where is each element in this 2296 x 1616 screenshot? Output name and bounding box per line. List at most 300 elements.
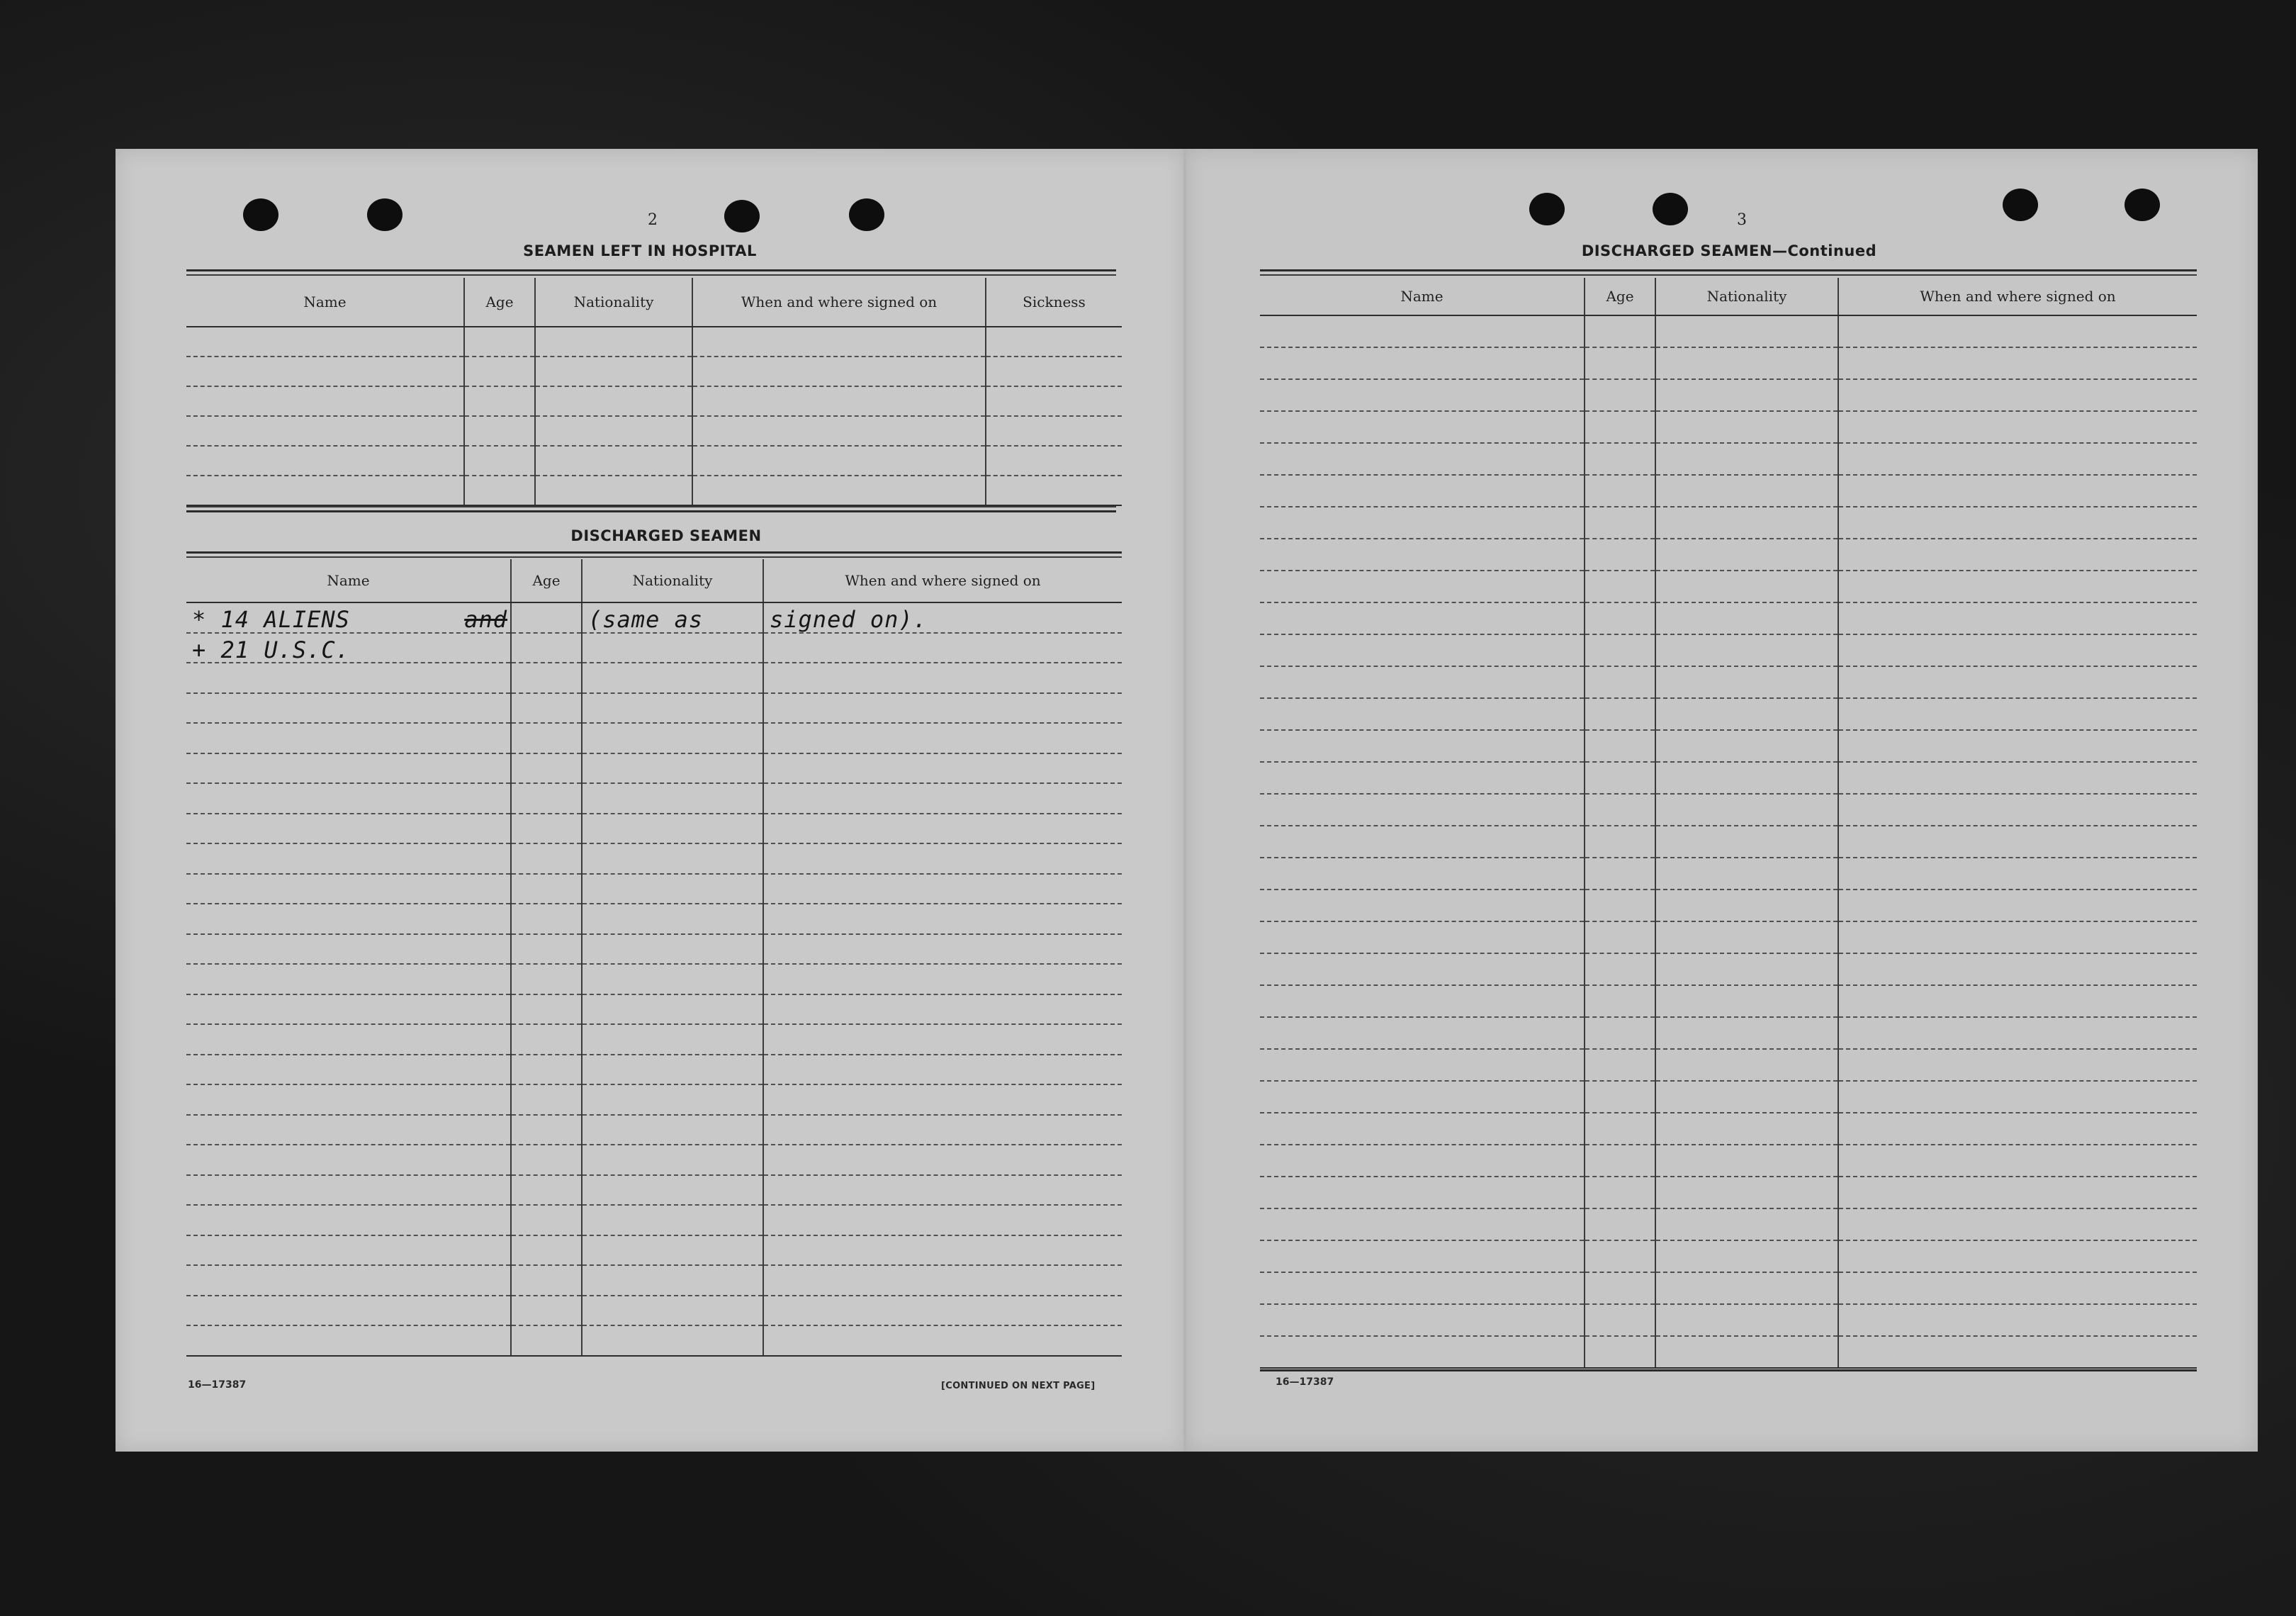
- table-cell: [1260, 1081, 1585, 1113]
- table-cell: [1260, 539, 1585, 571]
- table-row: [186, 663, 1122, 693]
- table-row: [1260, 698, 2197, 730]
- table-cell: [1585, 507, 1655, 539]
- table-cell: [763, 1024, 1122, 1055]
- table-row: [1260, 666, 2197, 698]
- table-cell: [1585, 698, 1655, 730]
- table-row: [1260, 1017, 2197, 1049]
- table-cell: [186, 964, 511, 994]
- table-row: [1260, 1177, 2197, 1208]
- table-cell: [464, 446, 535, 476]
- table-cell: [511, 814, 582, 844]
- table-cell: [1838, 379, 2197, 411]
- table-cell: [186, 327, 464, 357]
- table-cell: [1655, 1208, 1838, 1240]
- table-cell: [511, 843, 582, 874]
- table-row: [186, 1145, 1122, 1175]
- table-row: [186, 783, 1122, 814]
- table-cell: [763, 723, 1122, 753]
- table-cell: [1260, 890, 1585, 921]
- table-row: [186, 602, 1122, 633]
- table-cell: [1655, 571, 1838, 602]
- table-cell: [1838, 634, 2197, 666]
- table-cell: [1585, 539, 1655, 571]
- table-cell: [1260, 730, 1585, 762]
- table-cell: [1260, 1177, 1585, 1208]
- table-cell: [1838, 953, 2197, 985]
- table-cell: [186, 753, 511, 784]
- table-cell: [692, 476, 986, 505]
- table-cell: [186, 1084, 511, 1115]
- table-cell: [1838, 1113, 2197, 1145]
- table-cell: [464, 476, 535, 505]
- table-row: [186, 874, 1122, 904]
- table-cell: [1260, 1208, 1585, 1240]
- table-cell: [582, 964, 763, 994]
- table-row: [186, 1325, 1122, 1356]
- table-cell: [1585, 602, 1655, 634]
- table-cell: [535, 386, 692, 416]
- table-cell: [511, 994, 582, 1025]
- table-cell: [692, 416, 986, 446]
- table-cell: [692, 327, 986, 357]
- table-cell: [986, 386, 1122, 416]
- table-row: [1260, 411, 2197, 443]
- table-cell: [186, 663, 511, 693]
- table-cell: [1655, 379, 1838, 411]
- table-cell: [1655, 730, 1838, 762]
- table-cell: [186, 693, 511, 724]
- table-row: [1260, 985, 2197, 1017]
- table-cell: [1260, 826, 1585, 858]
- table-cell: [1655, 1272, 1838, 1304]
- continued-note: [CONTINUED ON NEXT PAGE]: [941, 1381, 1096, 1391]
- table-row: [186, 1205, 1122, 1235]
- table-cell: [1585, 858, 1655, 890]
- table-cell: [986, 357, 1122, 386]
- table-cell: [535, 327, 692, 357]
- punch-hole: [724, 200, 760, 232]
- section-rule: [186, 274, 1116, 276]
- table-cell: [511, 663, 582, 693]
- table-cell: [1838, 794, 2197, 826]
- table-cell: [1655, 666, 1838, 698]
- table-cell: [582, 693, 763, 724]
- table-row: [1260, 1272, 2197, 1304]
- table-cell: [1585, 379, 1655, 411]
- table-cell: [582, 1024, 763, 1055]
- table-cell: [511, 723, 582, 753]
- handwritten-name: + 21 U.S.C.: [192, 636, 350, 663]
- table-cell: [1838, 1049, 2197, 1081]
- table-cell: [582, 1145, 763, 1175]
- table-cell: [186, 904, 511, 934]
- table-cell: [1260, 507, 1585, 539]
- table-cell: [1655, 890, 1838, 921]
- table-cell: [511, 693, 582, 724]
- table-cell: [1260, 794, 1585, 826]
- table-cell: [511, 934, 582, 965]
- table-cell: [1655, 1145, 1838, 1177]
- table-cell: [535, 446, 692, 476]
- table-cell: [763, 814, 1122, 844]
- page-fold: [1183, 149, 1186, 1452]
- section-rule: [186, 551, 1122, 554]
- table-row: [1260, 1113, 2197, 1145]
- table-cell: [186, 1235, 511, 1266]
- table-row: [1260, 890, 2197, 921]
- section-rule: [186, 510, 1116, 512]
- table-cell: [186, 1024, 511, 1055]
- column-header-name: Name: [1260, 278, 1585, 315]
- table-cell: [1655, 347, 1838, 379]
- table-cell: [1260, 1017, 1585, 1049]
- table-cell: [763, 1325, 1122, 1356]
- section-rule: [186, 556, 1122, 558]
- table-cell: [763, 1235, 1122, 1266]
- table-cell: [1260, 1336, 1585, 1368]
- table-cell: [186, 1265, 511, 1296]
- table-cell: [986, 327, 1122, 357]
- punch-hole: [1529, 193, 1565, 225]
- punch-hole: [849, 198, 884, 231]
- table-cell: [511, 602, 582, 633]
- table-row: [186, 633, 1122, 663]
- table-cell: [186, 1145, 511, 1175]
- table-cell: [1585, 1145, 1655, 1177]
- table-row: [186, 693, 1122, 724]
- table-cell: [1655, 1049, 1838, 1081]
- table-row: [1260, 475, 2197, 507]
- table-cell: [1585, 1272, 1655, 1304]
- table-cell: [1838, 315, 2197, 347]
- table-cell: [1260, 475, 1585, 507]
- section-rule: [1260, 269, 2197, 271]
- punch-hole: [1653, 193, 1688, 225]
- discharged-continued-table: [1260, 278, 2197, 1369]
- table-cell: [582, 1205, 763, 1235]
- discharged-section-title: DISCHARGED SEAMEN: [570, 527, 762, 544]
- table-cell: [1585, 443, 1655, 475]
- handwritten-nationality: (same as: [588, 606, 704, 633]
- column-header-age: Age: [464, 278, 535, 327]
- table-cell: [1655, 1304, 1838, 1336]
- table-cell: [582, 753, 763, 784]
- table-cell: [763, 994, 1122, 1025]
- table-cell: [1838, 985, 2197, 1017]
- table-row: [1260, 443, 2197, 475]
- table-cell: [1585, 921, 1655, 953]
- table-cell: [1838, 858, 2197, 890]
- table-row: [186, 446, 1122, 476]
- table-cell: [582, 994, 763, 1025]
- table-cell: [186, 1296, 511, 1326]
- table-cell: [1838, 1177, 2197, 1208]
- table-row: [1260, 1049, 2197, 1081]
- table-cell: [1838, 571, 2197, 602]
- table-cell: [1838, 921, 2197, 953]
- table-row: [186, 994, 1122, 1025]
- table-row: [186, 723, 1122, 753]
- table-row: [186, 1235, 1122, 1266]
- table-cell: [1585, 794, 1655, 826]
- table-cell: [763, 663, 1122, 693]
- table-cell: [186, 446, 464, 476]
- section-rule: [1260, 1369, 2197, 1371]
- table-cell: [1655, 315, 1838, 347]
- table-row: [186, 386, 1122, 416]
- table-header-row: [186, 278, 1122, 327]
- table-row: [186, 904, 1122, 934]
- table-cell: [763, 1055, 1122, 1085]
- section-rule: [186, 269, 1116, 271]
- table-cell: [763, 964, 1122, 994]
- table-cell: [1260, 347, 1585, 379]
- table-cell: [1655, 475, 1838, 507]
- table-cell: [535, 416, 692, 446]
- table-cell: [186, 874, 511, 904]
- table-cell: [1585, 1049, 1655, 1081]
- table-cell: [464, 416, 535, 446]
- table-cell: [1838, 539, 2197, 571]
- table-cell: [763, 1084, 1122, 1115]
- table-cell: [1838, 890, 2197, 921]
- discharged-table: [186, 559, 1122, 1357]
- table-cell: [511, 753, 582, 784]
- table-cell: [986, 446, 1122, 476]
- table-cell: [1655, 698, 1838, 730]
- table-cell: [763, 1175, 1122, 1206]
- column-header-signed-on: When and where signed on: [763, 559, 1122, 602]
- table-row: [1260, 634, 2197, 666]
- table-row: [1260, 1240, 2197, 1272]
- table-cell: [511, 1024, 582, 1055]
- table-cell: [1260, 1113, 1585, 1145]
- table-cell: [986, 476, 1122, 505]
- table-cell: [1585, 666, 1655, 698]
- table-cell: [1655, 1081, 1838, 1113]
- table-cell: [763, 633, 1122, 663]
- column-header-name: Name: [186, 559, 511, 602]
- table-cell: [186, 602, 511, 633]
- table-cell: [582, 723, 763, 753]
- table-cell: [1838, 1145, 2197, 1177]
- table-cell: [763, 1205, 1122, 1235]
- page-number: 3: [1737, 211, 1747, 229]
- table-cell: [1655, 539, 1838, 571]
- table-row: [186, 1175, 1122, 1206]
- table-cell: [464, 386, 535, 416]
- table-cell: [186, 416, 464, 446]
- table-cell: [1838, 1240, 2197, 1272]
- handwritten-signed-on: signed on).: [770, 606, 928, 633]
- table-cell: [1585, 1336, 1655, 1368]
- punch-hole: [2003, 189, 2038, 221]
- table-row: [1260, 953, 2197, 985]
- table-cell: [582, 783, 763, 814]
- table-cell: [1655, 1113, 1838, 1145]
- table-cell: [464, 327, 535, 357]
- table-cell: [511, 1084, 582, 1115]
- table-cell: [511, 964, 582, 994]
- table-cell: [1838, 443, 2197, 475]
- table-row: [1260, 1208, 2197, 1240]
- column-header-name: Name: [186, 278, 464, 327]
- table-cell: [1838, 507, 2197, 539]
- column-header-nationality: Nationality: [535, 278, 692, 327]
- table-cell: [511, 1205, 582, 1235]
- column-header-nationality: Nationality: [582, 559, 763, 602]
- table-cell: [1585, 571, 1655, 602]
- table-cell: [763, 904, 1122, 934]
- table-row: [186, 1024, 1122, 1055]
- table-cell: [582, 934, 763, 965]
- table-cell: [582, 633, 763, 663]
- table-row: [186, 843, 1122, 874]
- table-row: [1260, 1304, 2197, 1336]
- table-cell: [511, 1145, 582, 1175]
- table-cell: [186, 723, 511, 753]
- table-row: [186, 1055, 1122, 1085]
- table-cell: [511, 783, 582, 814]
- table-cell: [186, 1205, 511, 1235]
- table-cell: [1260, 443, 1585, 475]
- table-cell: [1585, 730, 1655, 762]
- table-cell: [186, 814, 511, 844]
- table-cell: [511, 1055, 582, 1085]
- table-cell: [1838, 762, 2197, 794]
- table-cell: [763, 783, 1122, 814]
- table-row: [1260, 315, 2197, 347]
- table-row: [1260, 826, 2197, 858]
- table-cell: [1260, 985, 1585, 1017]
- table-cell: [763, 843, 1122, 874]
- table-cell: [1585, 1017, 1655, 1049]
- punch-hole: [2125, 189, 2160, 221]
- table-cell: [1655, 858, 1838, 890]
- form-code: 16—17387: [188, 1379, 247, 1391]
- table-cell: [1655, 602, 1838, 634]
- table-cell: [1838, 1336, 2197, 1368]
- table-cell: [1655, 1177, 1838, 1208]
- table-cell: [1838, 1208, 2197, 1240]
- table-cell: [1260, 921, 1585, 953]
- table-row: [1260, 347, 2197, 379]
- form-code: 16—17387: [1276, 1376, 1334, 1388]
- table-cell: [186, 476, 464, 505]
- table-cell: [1585, 1081, 1655, 1113]
- table-cell: [582, 814, 763, 844]
- table-cell: [1655, 1017, 1838, 1049]
- discharged-continued-title: DISCHARGED SEAMEN—Continued: [1581, 242, 1877, 259]
- table-cell: [1585, 347, 1655, 379]
- table-cell: [1838, 698, 2197, 730]
- table-cell: [511, 633, 582, 663]
- table-cell: [1655, 1240, 1838, 1272]
- table-cell: [763, 934, 1122, 965]
- table-cell: [582, 1115, 763, 1145]
- table-header-row: [1260, 278, 2197, 315]
- table-cell: [1655, 411, 1838, 443]
- table-cell: [1655, 634, 1838, 666]
- table-row: [186, 416, 1122, 446]
- table-cell: [1655, 921, 1838, 953]
- table-cell: [1260, 571, 1585, 602]
- table-row: [1260, 762, 2197, 794]
- table-cell: [763, 693, 1122, 724]
- table-cell: [1655, 1336, 1838, 1368]
- table-cell: [582, 1296, 763, 1326]
- table-cell: [1585, 953, 1655, 985]
- table-cell: [1655, 794, 1838, 826]
- column-header-age: Age: [1585, 278, 1655, 315]
- table-cell: [1585, 634, 1655, 666]
- table-cell: [582, 1084, 763, 1115]
- table-cell: [763, 874, 1122, 904]
- table-row: [186, 327, 1122, 357]
- table-cell: [1260, 762, 1585, 794]
- table-cell: [186, 633, 511, 663]
- table-cell: [1838, 411, 2197, 443]
- table-cell: [763, 753, 1122, 784]
- table-cell: [1838, 730, 2197, 762]
- table-cell: [763, 1265, 1122, 1296]
- table-row: [186, 934, 1122, 965]
- table-row: [1260, 730, 2197, 762]
- table-cell: [186, 994, 511, 1025]
- table-cell: [186, 1175, 511, 1206]
- table-row: [186, 964, 1122, 994]
- column-header-age: Age: [511, 559, 582, 602]
- table-cell: [986, 416, 1122, 446]
- table-cell: [1585, 411, 1655, 443]
- table-cell: [1655, 507, 1838, 539]
- column-header-signed-on: When and where signed on: [692, 278, 986, 327]
- table-cell: [511, 874, 582, 904]
- table-cell: [1838, 1272, 2197, 1304]
- table-cell: [1838, 475, 2197, 507]
- table-cell: [763, 1115, 1122, 1145]
- table-cell: [1838, 347, 2197, 379]
- table-cell: [1838, 1017, 2197, 1049]
- table-cell: [582, 843, 763, 874]
- table-cell: [582, 1055, 763, 1085]
- table-cell: [1655, 443, 1838, 475]
- column-header-sickness: Sickness: [986, 278, 1122, 327]
- table-cell: [535, 476, 692, 505]
- table-cell: [692, 386, 986, 416]
- table-cell: [1585, 985, 1655, 1017]
- table-cell: [582, 874, 763, 904]
- table-row: [186, 1296, 1122, 1326]
- table-cell: [1260, 953, 1585, 985]
- table-cell: [1838, 826, 2197, 858]
- table-cell: [1260, 1304, 1585, 1336]
- table-cell: [186, 843, 511, 874]
- table-cell: [1260, 634, 1585, 666]
- table-cell: [511, 1115, 582, 1145]
- punch-hole: [243, 198, 278, 231]
- table-cell: [1838, 1081, 2197, 1113]
- table-cell: [186, 783, 511, 814]
- table-cell: [186, 1055, 511, 1085]
- table-row: [1260, 1145, 2197, 1177]
- punch-hole: [367, 198, 403, 231]
- table-cell: [1585, 315, 1655, 347]
- table-row: [1260, 858, 2197, 890]
- table-cell: [186, 1325, 511, 1356]
- handwritten-name: * 14 ALIENS: [192, 606, 350, 633]
